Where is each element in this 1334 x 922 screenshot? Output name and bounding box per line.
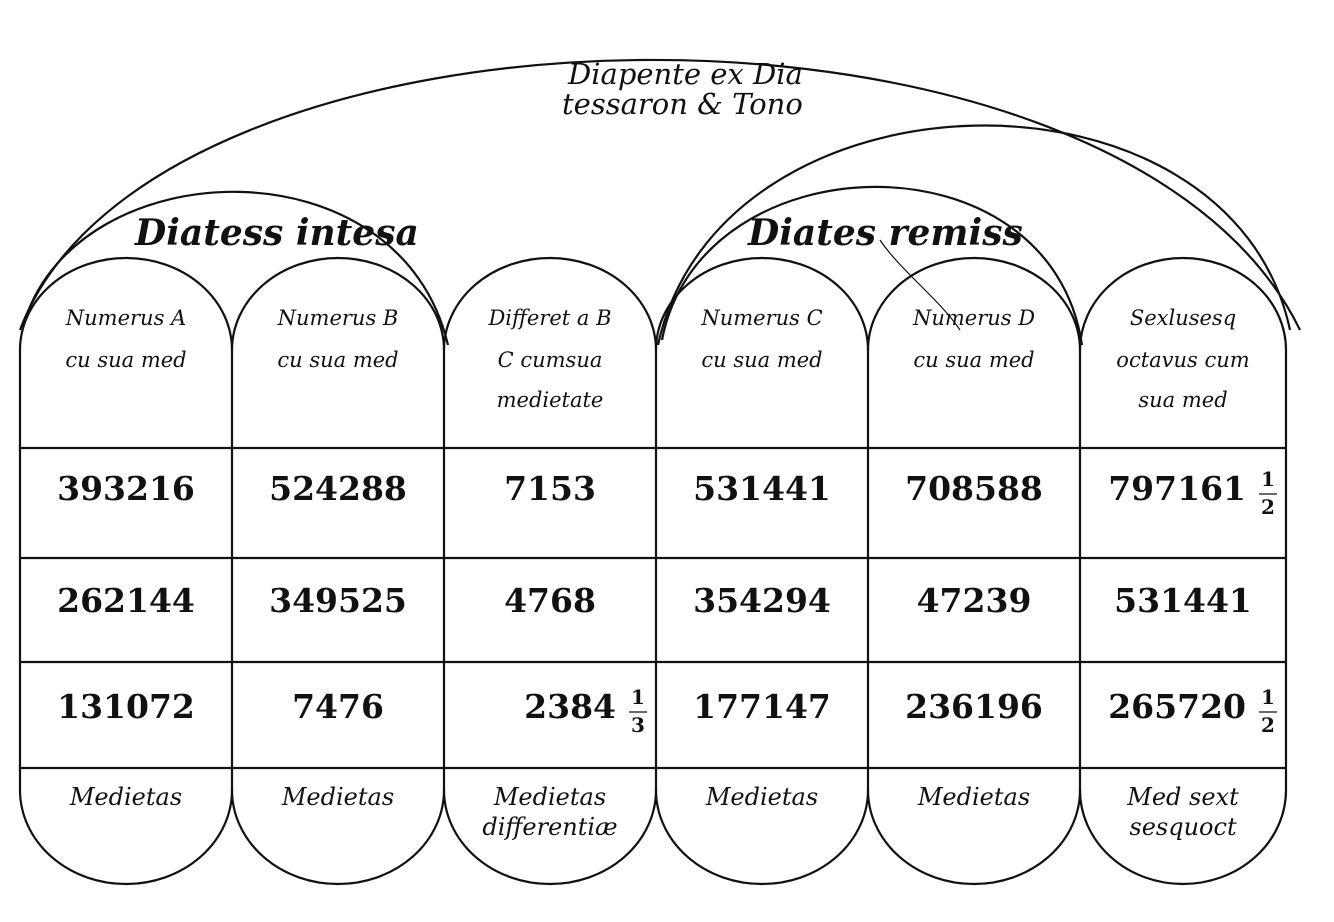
col1-header-line-1: Numerus A — [65, 306, 187, 330]
col4-header-line-2: cu sua med — [701, 348, 823, 372]
col3-row2-value: 4768 — [504, 581, 596, 620]
col1-row2-value: 262144 — [57, 581, 195, 620]
col5-footer-line-1: Medietas — [917, 783, 1031, 811]
col4-row1-value: 531441 — [693, 469, 831, 508]
col1-header-line-2: cu sua med — [65, 348, 187, 372]
col3-row3-value: 2384 — [524, 687, 616, 726]
col2-row3-value: 7476 — [292, 687, 384, 726]
col5-header-line-1: Numerus D — [912, 306, 1036, 330]
title-line-2: tessaron & Tono — [562, 87, 803, 121]
col6-row3-frac-den: 2 — [1261, 713, 1275, 737]
col2-footer-line-1: Medietas — [281, 783, 395, 811]
col6-footer-line-2: sesquoct — [1129, 813, 1237, 841]
col2-header-line-1: Numerus B — [277, 306, 399, 330]
col5-row3-value: 236196 — [905, 687, 1043, 726]
col5-row1-value: 708588 — [905, 469, 1043, 508]
col3-footer-line-1: Medietas — [493, 783, 607, 811]
col4-row3-value: 177147 — [693, 687, 831, 726]
title-line-1: Diapente ex Dia — [568, 57, 803, 91]
col6-row3-frac-num: 1 — [1261, 685, 1275, 709]
col1-footer-line-1: Medietas — [69, 783, 183, 811]
col3-header-line-3: medietate — [496, 388, 604, 412]
table-cells — [57, 306, 1277, 841]
col3-header-line-1: Differet a B — [488, 306, 612, 330]
col6-row1-frac-num: 1 — [1261, 467, 1275, 491]
col3-header-line-2: C cumsua — [497, 348, 603, 372]
row-dividers — [20, 448, 1286, 768]
col6-header-line-2: octavus cum — [1116, 348, 1250, 372]
col6-footer-line-1: Med sext — [1127, 783, 1239, 811]
col6-row1-value: 797161 — [1108, 469, 1246, 508]
col6-header-line-3: sua med — [1138, 388, 1228, 412]
col6-row3-value: 265720 — [1108, 687, 1246, 726]
col6-header-line-1: Sexlusesq — [1129, 306, 1237, 330]
col1-row3-value: 131072 — [57, 687, 195, 726]
arch-label-right: Diates remiss — [748, 212, 1023, 254]
col3-row3-frac-den: 3 — [631, 713, 645, 737]
col4-row2-value: 354294 — [693, 581, 831, 620]
col2-header-line-2: cu sua med — [277, 348, 399, 372]
col3-footer-line-2: differentiæ — [482, 813, 618, 841]
col2-row2-value: 349525 — [269, 581, 407, 620]
col5-header-line-2: cu sua med — [913, 348, 1035, 372]
col3-row1-value: 7153 — [504, 469, 596, 508]
col6-row2-value: 531441 — [1114, 581, 1252, 620]
column-dividers — [20, 448, 1286, 790]
col4-header-line-1: Numerus C — [701, 306, 823, 330]
col1-row1-value: 393216 — [57, 469, 195, 508]
col3-row3-frac-num: 1 — [631, 685, 645, 709]
col5-row2-value: 47239 — [916, 581, 1032, 620]
col4-footer-line-1: Medietas — [705, 783, 819, 811]
col2-row1-value: 524288 — [269, 469, 407, 508]
arch-label-left: Diatess intesa — [135, 212, 419, 254]
col6-row1-frac-den: 2 — [1261, 495, 1275, 519]
